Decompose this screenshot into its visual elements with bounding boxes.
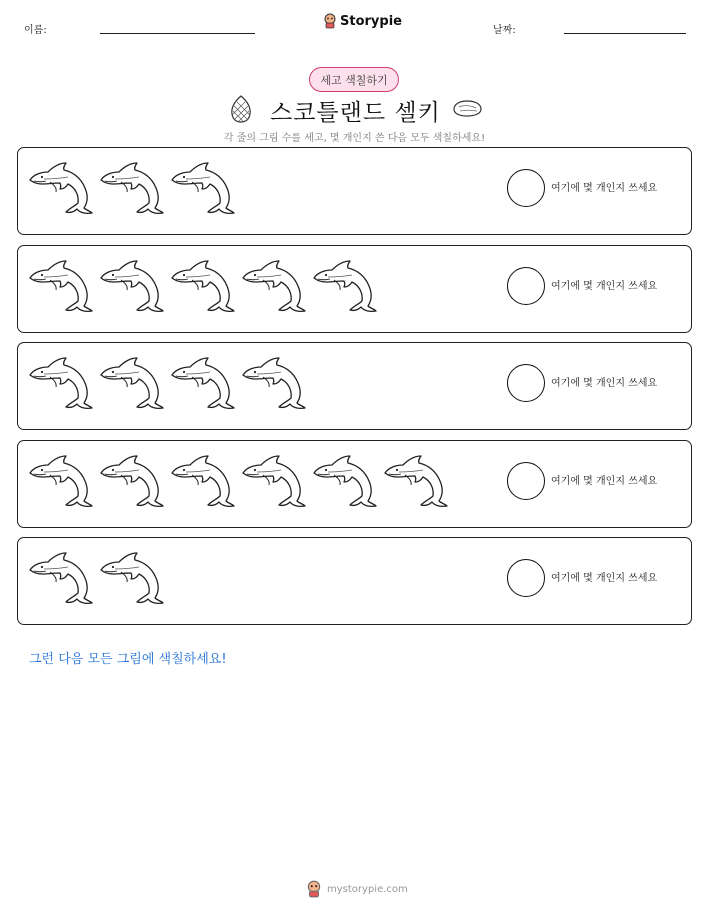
dolphin-icon[interactable] — [28, 256, 94, 316]
dolphin-icon[interactable] — [28, 353, 94, 413]
dolphin-icon[interactable] — [312, 256, 378, 316]
net-icon — [228, 94, 254, 124]
title-row — [0, 94, 709, 124]
answer-label: 여기에 몇 개인지 쓰세요 — [551, 476, 658, 487]
dolphin-icon[interactable] — [99, 353, 165, 413]
dolphin-icon[interactable] — [170, 256, 236, 316]
count-row-1 — [17, 147, 692, 235]
answer-circle[interactable] — [507, 267, 545, 305]
name-label: 이름: — [24, 25, 47, 36]
instruction-text: 각 줄의 그림 수를 세고, 몇 개인지 쓴 다음 모두 색칠하세요! — [223, 133, 486, 144]
brand-logo — [323, 13, 402, 29]
storypie-logo-icon — [306, 880, 322, 898]
dolphin-icon[interactable] — [383, 451, 449, 511]
dolphin-icon[interactable] — [99, 256, 165, 316]
dolphin-icon[interactable] — [170, 451, 236, 511]
brand-name: Storypie — [340, 13, 402, 29]
answer-label: 여기에 몇 개인지 쓰세요 — [551, 378, 658, 389]
dolphin-icon[interactable] — [170, 353, 236, 413]
dolphin-icon[interactable] — [28, 451, 94, 511]
count-row-4 — [17, 440, 692, 528]
dolphin-icon[interactable] — [99, 451, 165, 511]
rock-icon — [451, 98, 483, 118]
count-row-2 — [17, 245, 692, 333]
dolphin-icon[interactable] — [312, 451, 378, 511]
name-line[interactable] — [100, 33, 255, 34]
category-badge: 세고 색칠하기 — [309, 67, 399, 92]
dolphin-icon[interactable] — [28, 158, 94, 218]
dolphin-icon[interactable] — [241, 256, 307, 316]
dolphin-icon[interactable] — [170, 158, 236, 218]
dolphin-icon[interactable] — [241, 353, 307, 413]
date-label: 날짜: — [493, 25, 516, 36]
site-footer — [306, 880, 408, 898]
dolphin-icon[interactable] — [99, 158, 165, 218]
site-url: mystorypie.com — [327, 883, 408, 895]
answer-circle[interactable] — [507, 559, 545, 597]
answer-label: 여기에 몇 개인지 쓰세요 — [551, 281, 658, 292]
page-title: 스코틀랜드 셀키 — [270, 100, 441, 126]
dolphin-icon[interactable] — [28, 548, 94, 608]
answer-label: 여기에 몇 개인지 쓰세요 — [551, 183, 658, 194]
dolphin-icon[interactable] — [241, 451, 307, 511]
answer-circle[interactable] — [507, 364, 545, 402]
count-row-5 — [17, 537, 692, 625]
answer-label: 여기에 몇 개인지 쓰세요 — [551, 573, 658, 584]
count-row-3 — [17, 342, 692, 430]
answer-circle[interactable] — [507, 169, 545, 207]
answer-circle[interactable] — [507, 462, 545, 500]
footer-instruction: 그런 다음 모든 그림에 색칠하세요! — [29, 652, 227, 667]
date-line[interactable] — [564, 33, 686, 34]
dolphin-icon[interactable] — [99, 548, 165, 608]
storypie-logo-icon — [323, 13, 337, 29]
